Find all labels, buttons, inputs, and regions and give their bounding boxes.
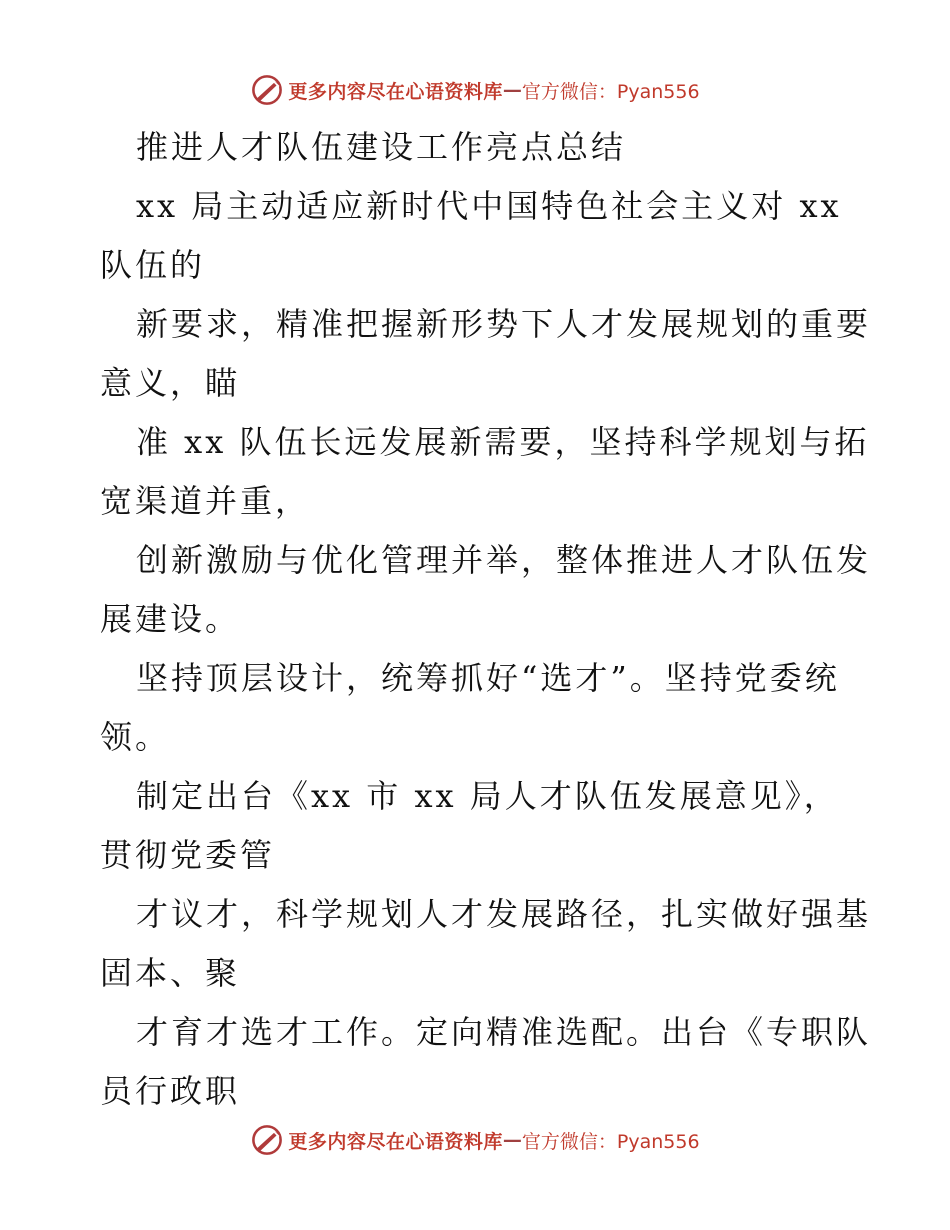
text-line: 宽渠道并重， [100, 482, 311, 520]
text-line: 领。 [100, 718, 171, 756]
watermark-text: 更多内容尽在心语资料库 [288, 1130, 503, 1153]
text-line: 准 xx 队伍长远发展新需要，坚持科学规划与拓 [136, 423, 870, 461]
watermark-separator: — [502, 1129, 522, 1151]
footer-watermark [0, 1120, 950, 1160]
text-line: 新要求，精准把握新形势下人才发展规划的重要 [136, 305, 872, 343]
text-line: 固本、聚 [100, 954, 241, 992]
text-line: 坚持顶层设计，统筹抓好“选才”。坚持党委统 [136, 659, 840, 697]
text-line: 才议才，科学规划人才发展路径，扎实做好强基 [136, 895, 872, 933]
text-line: 员行政职 [100, 1072, 241, 1110]
text-line: 才育才选才工作。定向精准选配。出台《专职队 [136, 1013, 872, 1051]
pen-logo-icon [250, 1123, 284, 1157]
watermark-wechat: 官方微信：Pyan556 [521, 1130, 700, 1153]
text-line: 创新激励与优化管理并举，整体推进人才队伍发 [136, 541, 872, 579]
document-title: 推进人才队伍建设工作亮点总结 [136, 128, 627, 166]
text-line: 贯彻党委管 [100, 836, 276, 874]
text-line: 队伍的 [100, 246, 206, 284]
watermark-text: 更多内容尽在心语资料库 [288, 80, 503, 103]
watermark-separator: — [502, 79, 522, 101]
text-line: 展建设。 [100, 600, 241, 638]
header-watermark [0, 70, 950, 110]
text-line: 意义，瞄 [100, 364, 241, 402]
text-line: xx 局主动适应新时代中国特色社会主义对 xx [136, 187, 842, 225]
pen-logo-icon [250, 73, 284, 107]
text-line: 制定出台《xx 市 xx 局人才队伍发展意见》， [136, 777, 839, 815]
watermark-wechat: 官方微信：Pyan556 [521, 80, 700, 103]
